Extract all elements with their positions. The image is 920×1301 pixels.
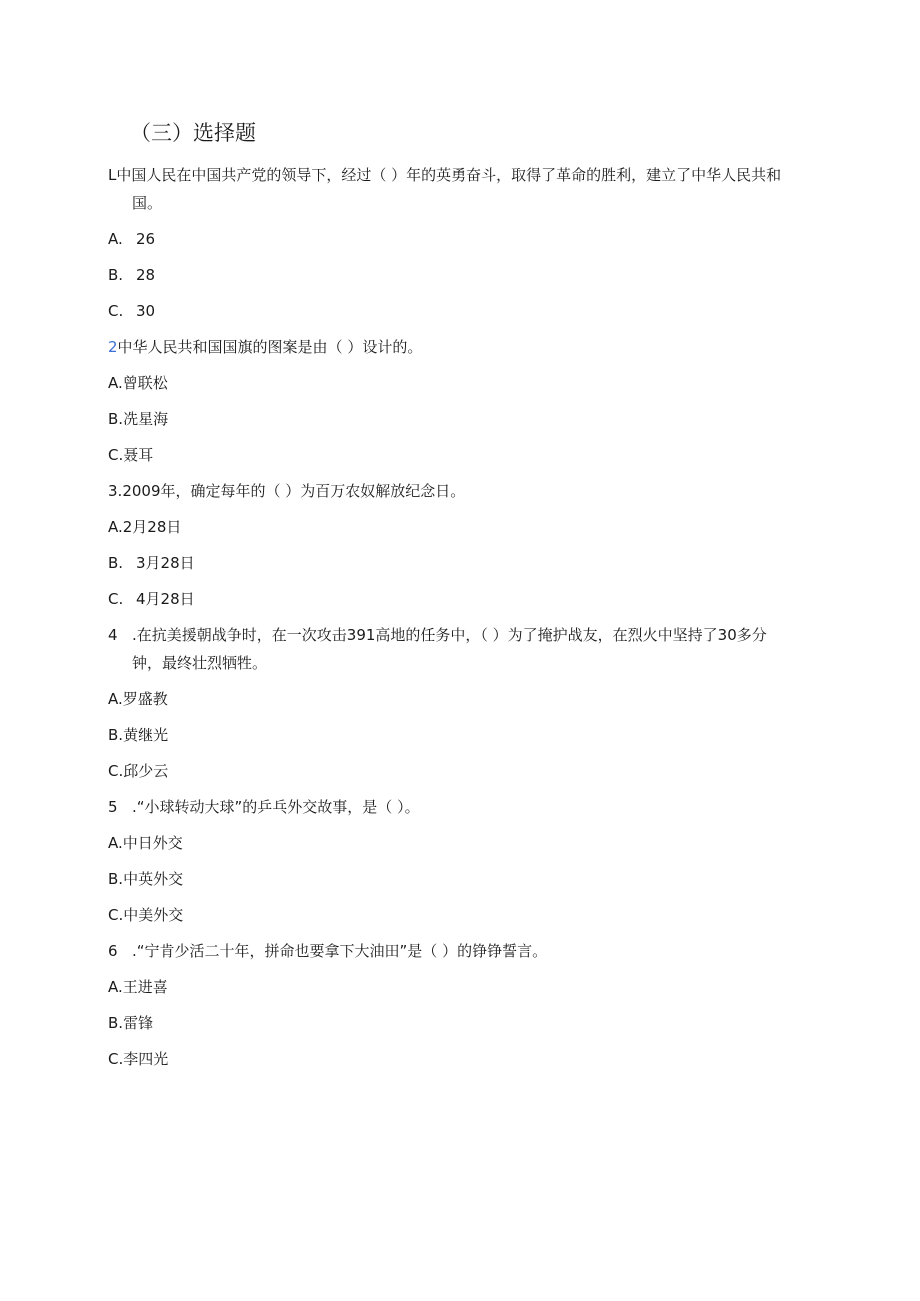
question-4-text-cont: 钟，最终壮烈牺牲。 bbox=[132, 654, 268, 672]
question-3 bbox=[108, 480, 465, 502]
question-6-option-b: B.雷锋 bbox=[108, 1014, 154, 1032]
question-4-number: 4 bbox=[108, 626, 118, 644]
question-4-option-c: C.邱少云 bbox=[108, 762, 169, 780]
question-4-option-b: B.黄继光 bbox=[108, 726, 169, 744]
question-4-option-a: A.罗盛教 bbox=[108, 690, 168, 708]
question-5-option-b: B.中英外交 bbox=[108, 870, 184, 888]
question-4-text: .在抗美援朝战争时，在一次攻击391高地的任务中，（ ）为了掩护战友，在烈火中坚持了30多分 bbox=[132, 626, 767, 644]
question-3-option-c: C. 4月28日 bbox=[108, 590, 195, 608]
question-1 bbox=[108, 164, 781, 186]
question-5-number: 5 bbox=[108, 798, 118, 816]
question-2 bbox=[108, 336, 422, 358]
question-5-option-c: C.中美外交 bbox=[108, 906, 184, 924]
question-1-option-c: C. 30 bbox=[108, 302, 156, 320]
question-2-text: 中华人民共和国国旗的图案是由（ ）设计的。 bbox=[117, 338, 423, 356]
question-6-option-c: C.李四光 bbox=[108, 1050, 169, 1068]
question-1-option-b: B. 28 bbox=[108, 266, 156, 284]
question-1-option-a: A. 26 bbox=[108, 230, 156, 248]
question-2-option-c: C.聂耳 bbox=[108, 446, 154, 464]
question-2-number: 2 bbox=[108, 338, 118, 356]
section-title: （三）选择题 bbox=[130, 121, 256, 145]
question-4 bbox=[108, 624, 767, 646]
question-1-text: 中国人民在中国共产党的领导下，经过（ ）年的英勇奋斗，取得了革命的胜利，建立了中华人民共和 bbox=[116, 166, 782, 184]
question-6-number: 6 bbox=[108, 942, 118, 960]
question-6 bbox=[108, 940, 547, 962]
question-3-option-a: A.2月28日 bbox=[108, 518, 182, 536]
question-5-option-a: A.中日外交 bbox=[108, 834, 183, 852]
question-6-text: .“宁肯少活二十年，拼命也要拿下大油田”是（ ）的铮铮誓言。 bbox=[132, 942, 548, 960]
question-3-option-b: B. 3月28日 bbox=[108, 554, 195, 572]
question-2-option-a: A.曾联松 bbox=[108, 374, 168, 392]
question-6-option-a: A.王进喜 bbox=[108, 978, 168, 996]
question-1-number: L bbox=[108, 166, 117, 184]
question-5-text: .“小球转动大球”的乒乓外交故事，是（ ）。 bbox=[132, 798, 420, 816]
question-5 bbox=[108, 796, 420, 818]
question-2-option-b: B.冼星海 bbox=[108, 410, 169, 428]
question-3-text: 2009年，确定每年的（ ）为百万农奴解放纪念日。 bbox=[122, 482, 466, 500]
question-1-text-cont: 国。 bbox=[132, 194, 163, 212]
question-3-number: 3. bbox=[108, 482, 123, 500]
